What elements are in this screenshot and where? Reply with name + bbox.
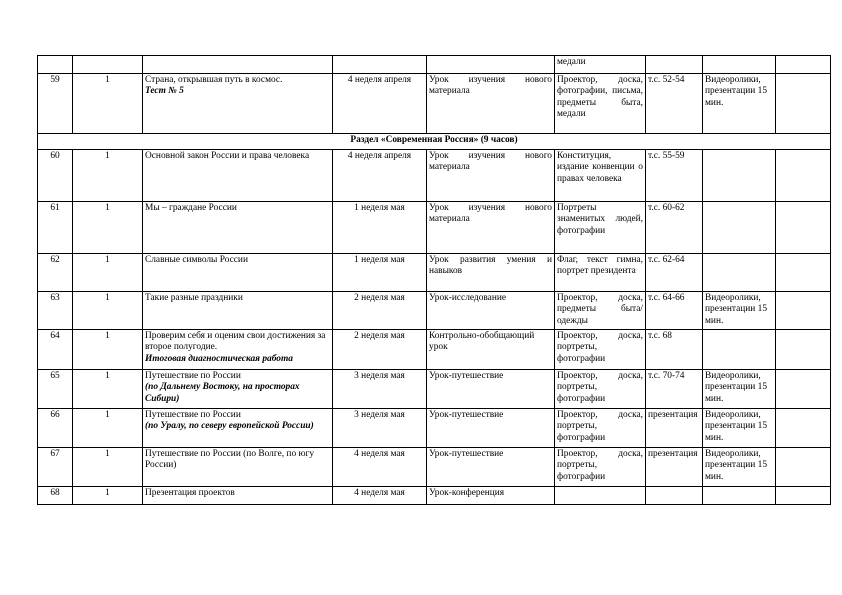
extra-notes: Видеоролики, презентации 15 мин. [703,370,776,409]
extra-notes [703,487,776,505]
lesson-title [143,487,333,505]
empty-cell [776,448,831,487]
lesson-title [143,292,333,330]
lesson-type: Урок-путешествие [427,409,555,448]
section-row [38,134,831,150]
hours-count: 1 [73,202,143,254]
lesson-type: Урок-исследование [427,292,555,330]
textbook-pages: т.с. 60-62 [646,202,703,254]
lesson-date: 2 неделя мая [333,292,427,330]
table-row [38,370,831,409]
empty-cell [776,254,831,292]
lesson-title [143,56,333,74]
equipment: Проектор, доска, портреты, фотографии [555,330,646,370]
lesson-title-text: Путешествие по России [145,410,241,420]
lesson-title [143,370,333,409]
textbook-pages: т.с. 55-59 [646,150,703,202]
empty-cell [776,150,831,202]
extra-notes [703,254,776,292]
textbook-pages: презентация [646,448,703,487]
textbook-pages: т.с. 62-64 [646,254,703,292]
lesson-number: 61 [38,202,73,254]
table-row [38,330,831,370]
hours-count [73,56,143,74]
lesson-number: 68 [38,487,73,505]
lesson-title-text: Страна, открывшая путь в космос. [145,75,283,85]
lesson-number: 67 [38,448,73,487]
lesson-title-text: Основной закон России и права человека [145,151,310,161]
table-row [38,74,831,134]
equipment [555,487,646,505]
textbook-pages [646,56,703,74]
lesson-date: 2 неделя мая [333,330,427,370]
lesson-date: 3 неделя мая [333,370,427,409]
hours-count: 1 [73,74,143,134]
lesson-type: Урок развития умения и навыков [427,254,555,292]
lesson-title [143,330,333,370]
table-row [38,150,831,202]
lesson-title-text: Мы – граждане России [145,203,237,213]
table-row [38,487,831,505]
lesson-title [143,409,333,448]
empty-cell [776,74,831,134]
extra-notes [703,330,776,370]
lesson-number: 63 [38,292,73,330]
table-row [38,292,831,330]
lesson-title-emphasis: (по Уралу, по северу европейской России) [145,421,314,432]
lesson-date: 4 неделя мая [333,448,427,487]
empty-cell [776,56,831,74]
lesson-number: 64 [38,330,73,370]
lesson-date: 1 неделя мая [333,202,427,254]
lesson-title-text: Такие разные праздники [145,293,243,303]
lesson-title-emphasis: Итоговая диагностическая работа [145,353,293,364]
lesson-number: 62 [38,254,73,292]
lesson-type: Урок изучения нового материала [427,74,555,134]
hours-count: 1 [73,150,143,202]
lesson-title-text: Презентация проектов [145,488,235,498]
lesson-plan-table [37,55,831,505]
table-row [38,56,831,74]
extra-notes: Видеоролики, презентации 15 мин. [703,409,776,448]
equipment: Портреты знаменитых людей, фотографии [555,202,646,254]
lesson-date: 4 неделя апреля [333,74,427,134]
lesson-type: Урок-путешествие [427,370,555,409]
lesson-title-text: Славные символы России [145,255,248,265]
extra-notes: Видеоролики, презентации 15 мин. [703,448,776,487]
equipment: Конституция, издание конвенции о правах человека [555,150,646,202]
extra-notes: Видеоролики, презентации 15 мин. [703,74,776,134]
textbook-pages: т.с. 68 [646,330,703,370]
equipment: Проектор, доска, фотографии, письма, предметы быта, медали [555,74,646,134]
textbook-pages: т.с. 70-74 [646,370,703,409]
empty-cell [776,370,831,409]
extra-notes [703,202,776,254]
hours-count: 1 [73,254,143,292]
lesson-date: 4 неделя апреля [333,150,427,202]
hours-count: 1 [73,330,143,370]
equipment: Проектор, доска, портреты, фотографии [555,409,646,448]
extra-notes: Видеоролики, презентации 15 мин. [703,292,776,330]
section-title: Раздел «Современная Россия» (9 часов) [38,134,831,150]
lesson-title [143,254,333,292]
lesson-date: 4 неделя мая [333,487,427,505]
table-row [38,202,831,254]
lesson-title [143,448,333,487]
equipment: медали [555,56,646,74]
lesson-number: 59 [38,74,73,134]
lesson-date: 3 неделя мая [333,409,427,448]
lesson-number: 60 [38,150,73,202]
lesson-title [143,150,333,202]
lesson-type: Урок-путешествие [427,448,555,487]
equipment: Проектор, доска, портреты, фотографии [555,448,646,487]
table-row [38,254,831,292]
lesson-type: Урок изучения нового материала [427,150,555,202]
equipment: Флаг, текст гимна, портрет президента [555,254,646,292]
table-row [38,448,831,487]
lesson-title [143,74,333,134]
empty-cell [776,292,831,330]
empty-cell [776,487,831,505]
empty-cell [776,202,831,254]
lesson-title-text: Путешествие по России (по Волге, по югу России) [145,449,315,471]
extra-notes [703,150,776,202]
lesson-type [427,56,555,74]
empty-cell [776,330,831,370]
lesson-date: 1 неделя мая [333,254,427,292]
hours-count: 1 [73,487,143,505]
extra-notes [703,56,776,74]
empty-cell [776,409,831,448]
hours-count: 1 [73,409,143,448]
lesson-title-text: Путешествие по России [145,371,241,381]
lesson-number: 65 [38,370,73,409]
hours-count: 1 [73,292,143,330]
hours-count: 1 [73,448,143,487]
textbook-pages: т.с. 52-54 [646,74,703,134]
lesson-type: Урок изучения нового материала [427,202,555,254]
equipment: Проектор, доска, предметы быта/одежды [555,292,646,330]
lesson-number [38,56,73,74]
textbook-pages: т.с. 64-66 [646,292,703,330]
equipment: Проектор, доска, портреты, фотографии [555,370,646,409]
lesson-title-emphasis: (по Дальнему Востоку, на просторах Сибири) [145,382,300,404]
lesson-type: Урок-конференция [427,487,555,505]
textbook-pages [646,487,703,505]
textbook-pages: презентация [646,409,703,448]
lesson-title-text: Проверим себя и оценим свои достижения за второе полугодие. [145,331,326,353]
table-row [38,409,831,448]
lesson-type: Контрольно-обобщающий урок [427,330,555,370]
hours-count: 1 [73,370,143,409]
lesson-date [333,56,427,74]
lesson-title [143,202,333,254]
lesson-number: 66 [38,409,73,448]
lesson-title-emphasis: Тест № 5 [145,86,184,97]
